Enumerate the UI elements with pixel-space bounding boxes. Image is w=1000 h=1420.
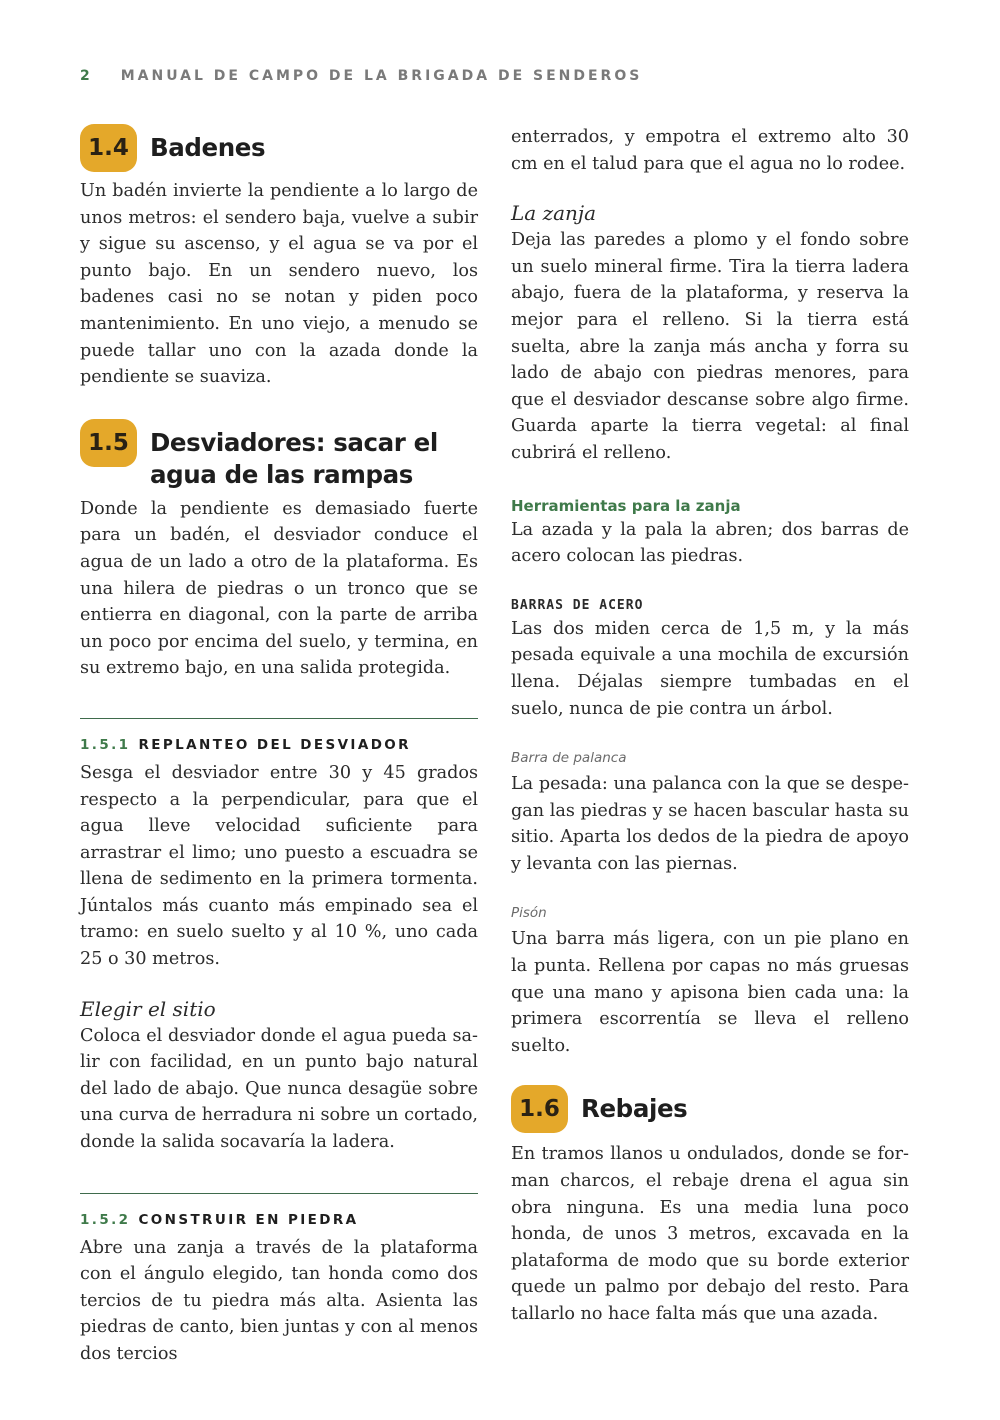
section-1-5-heading (80, 419, 478, 491)
divider-rule (80, 1193, 478, 1194)
section-title: Rebajes (581, 1094, 688, 1124)
section-number-badge: 1.4 (80, 124, 137, 172)
subsection-1-5-1-heading (80, 735, 478, 755)
barra-de-palanca-body: La pesada: una palanca con la que se despegan las piedras y se hacen bascular hasta su sitio. Aparta los dedos de la piedra de apoyo y levanta con las piernas. (511, 774, 909, 874)
section-1-5-body: Donde la pendiente es demasiado fuerte para un badén, el desviador conduce el agua de un lado a otro de la plataforma. Es una hilera de piedras o un tronco que se entierra en diagonal, con la parte de arriba un poco por encima del suelo, y termina, en su extremo bajo, en una salida protegida. (80, 498, 478, 679)
subsection-1-5-2-body: Abre una zanja a través de la plataforma con el ángulo elegido, tan honda como dos tercios de tu piedra más alta. Asienta las piedras de canto, bien juntas y con al menos dos tercios (80, 1237, 478, 1364)
section-1-4-heading (80, 124, 478, 172)
divider-rule (80, 718, 478, 719)
section-1-6-heading (511, 1085, 909, 1133)
continued-paragraph: enterrados, y empotra el extremo alto 30 cm en el talud para que el agua no lo rodee. (511, 127, 909, 174)
subhead-pison: Pisón (511, 905, 547, 922)
barras-de-acero-body: Las dos miden cerca de 1,5 m, y la más pesada equivale a una mochila de excursión llena. Déjalas siempre tumbadas en el suelo, nunca de pie contra un árbol. (511, 618, 909, 719)
pison-body: Una barra más ligera, con un pie plano en la punta. Rellena por capas no más gruesas que una mano y apisona bien cada una: la primera escorrentía se lleva el relleno suelto. (511, 929, 909, 1056)
section-1-4-body: Un badén invierte la pendiente a lo largo de unos metros: el sendero baja, vuelve a subir y sigue su ascenso, y el agua se va por el punto bajo. En un sendero nuevo, los badenes casi no se notan y piden poco mantenimiento. En uno viejo, a menudo se puede tallar uno con la azada donde la pendiente se suaviza. (80, 181, 478, 388)
left-column (80, 124, 478, 1368)
subsection-number: 1.5.2 (80, 1211, 131, 1228)
subhead-herramientas: Herramientas para la zanja (511, 496, 741, 515)
subsection-1-5-2-heading (80, 1210, 478, 1230)
running-header (80, 68, 642, 84)
subsection-title: CONSTRUIR EN PIEDRA (138, 1211, 359, 1228)
section-title: Badenes (150, 133, 266, 162)
section-number-badge: 1.6 (511, 1085, 568, 1133)
subhead-barras-de-acero: BARRAS DE ACERO (511, 597, 644, 613)
subsection-1-5-1-body: Sesga el desviador entre 30 y 45 grados respecto a la perpendicular, para que el agua lleve velocidad suficiente para arrastrar el limo; uno puesto a escuadra se llena de sedimento en la primera tormenta. Júntalos más cuanto más empinado sea el tramo: en suelo suelto y al 10 %, uno cada 25 o 30 metros. (80, 762, 478, 970)
subhead-barra-de-palanca: Barra de palanca (511, 750, 627, 767)
elegir-el-sitio-body: Coloca el desviador donde el agua pueda salir con facilidad, en un punto bajo natural del lado de abajo. Que nunca desagüe sobre una curva de herradura ni sobre un cortado, donde la salida socavaría la ladera. (80, 1025, 478, 1153)
subsection-number: 1.5.1 (80, 736, 131, 753)
herramientas-body: La azada y la pala la abren; dos barras de acero colocan las piedras. (511, 519, 909, 567)
right-column (511, 124, 909, 1328)
subhead-elegir-el-sitio: Elegir el sitio (80, 996, 216, 1021)
subsection-title: REPLANTEO DEL DESVIADOR (138, 736, 411, 753)
page-number: 2 (80, 68, 93, 84)
running-title: MANUAL DE CAMPO DE LA BRIGADA DE SENDEROS (120, 68, 643, 84)
la-zanja-body: Deja las paredes a plomo y el fondo sobre un suelo mineral firme. Tira la tierra ladera abajo, fuera de la plataforma, y reserva la mejor para el relleno. Si la tierra está suelta, abre la zanja más ancha y forra su lado de abajo con piedras menores, para que el desviador descanse sobre algo firme. Guarda aparte la tierra vegetal: al final cubrirá el relleno. (511, 230, 909, 463)
section-1-6-body: En tramos llanos u ondulados, donde se forman charcos, el rebaje drena el agua sin obra ninguna. Es una media luna poco honda, de unos 3 metros, excavada en la plataforma de modo que su borde exterior quede un palmo por debajo del resto. Para tallarlo no hace falta más que una azada. (511, 1144, 909, 1324)
subhead-la-zanja: La zanja (511, 201, 597, 226)
section-number-badge: 1.5 (80, 419, 137, 467)
section-title: Desviadores: sacar el agua de las rampas (150, 427, 438, 489)
